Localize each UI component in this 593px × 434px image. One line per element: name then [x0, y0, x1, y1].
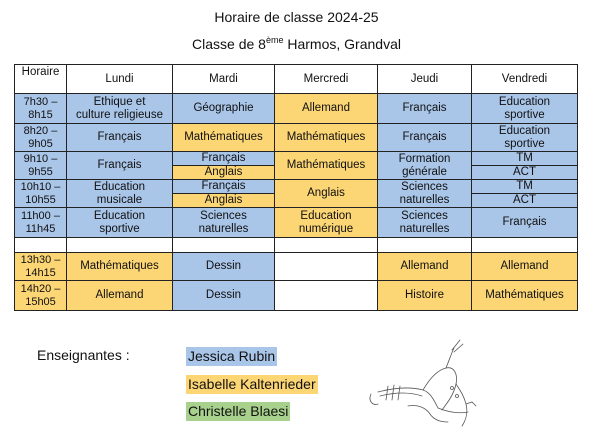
empty-cell — [472, 238, 578, 253]
time-line: 11h00 – — [21, 209, 60, 222]
lesson-cell: Anglais — [173, 194, 275, 208]
lesson-cell — [275, 208, 378, 238]
lesson-cell: TM — [472, 152, 578, 166]
lesson-line: sportive — [504, 108, 545, 121]
lesson-line: Education — [93, 180, 146, 193]
lesson-cell — [472, 124, 578, 152]
lesson-cell: Mathématiques — [173, 124, 275, 152]
lesson-cell: Allemand — [67, 281, 173, 311]
lesson-line: générale — [402, 165, 447, 178]
lesson-line: Formation — [398, 152, 451, 165]
column-header-jeudi: Jeudi — [378, 65, 472, 94]
empty-cell — [15, 238, 67, 253]
lesson-cell: Mathématiques — [472, 281, 578, 311]
lesson-line: Sciences — [401, 209, 448, 222]
teacher-legend-green: Christelle Blaesi — [188, 403, 289, 419]
lesson-cell: Français — [67, 152, 173, 180]
column-header-lundi: Lundi — [67, 65, 173, 94]
table-row — [15, 152, 578, 166]
lesson-cell: Anglais — [173, 166, 275, 180]
time-cell — [15, 281, 67, 311]
table-row — [15, 124, 578, 152]
teacher-legend-yellow: Isabelle Kaltenrieder — [188, 376, 316, 392]
empty-cell — [275, 238, 378, 253]
column-header-mardi: Mardi — [173, 65, 275, 94]
lesson-cell: Français — [67, 124, 173, 152]
lesson-cell: Allemand — [275, 94, 378, 124]
time-cell — [15, 180, 67, 208]
lesson-line: Ethique et — [93, 95, 146, 108]
lesson-line: sportive — [99, 222, 140, 235]
lesson-cell — [378, 152, 472, 180]
lesson-cell — [472, 94, 578, 124]
lesson-cell: Dessin — [173, 253, 275, 281]
table-row — [15, 253, 578, 281]
time-line: 15h05 — [25, 295, 56, 308]
lesson-cell: Français — [472, 208, 578, 238]
table-row — [15, 180, 578, 194]
lesson-cell: ACT — [472, 166, 578, 180]
time-cell — [15, 124, 67, 152]
lesson-cell — [67, 208, 173, 238]
lesson-line: Education — [300, 209, 352, 222]
lesson-cell: Dessin — [173, 281, 275, 311]
teacher-legend-blue: Jessica Rubin — [188, 348, 276, 364]
lesson-line: naturelles — [198, 222, 249, 235]
lesson-cell — [67, 94, 173, 124]
time-cell — [15, 253, 67, 281]
legend-label: Enseignantes : — [37, 347, 130, 363]
lesson-cell: Français — [378, 124, 472, 152]
table-row — [15, 208, 578, 238]
empty-cell — [173, 238, 275, 253]
lesson-cell: ACT — [472, 194, 578, 208]
lesson-line: numérique — [298, 222, 354, 235]
time-line: 10h55 — [25, 193, 56, 206]
header-row — [15, 65, 578, 94]
lunch-gap-row — [15, 238, 578, 253]
lesson-cell: Mathématiques — [67, 253, 173, 281]
lesson-line: naturelles — [399, 222, 450, 235]
lesson-line: Sciences — [200, 209, 247, 222]
lesson-cell: Allemand — [472, 253, 578, 281]
time-line: 11h45 — [25, 222, 56, 235]
lesson-line: naturelles — [399, 193, 450, 206]
page-title: Horaire de classe 2024-25 — [214, 9, 379, 25]
lesson-cell: Histoire — [378, 281, 472, 311]
lesson-cell — [378, 180, 472, 208]
lesson-cell: Français — [173, 152, 275, 166]
time-line: 7h30 – — [23, 95, 58, 108]
time-line: 9h05 — [28, 137, 53, 150]
hand-drawing-illustration — [368, 330, 498, 430]
time-cell — [15, 208, 67, 238]
lesson-line: Education — [498, 124, 551, 137]
lesson-cell: Géographie — [173, 94, 275, 124]
lesson-cell: Mathématiques — [275, 124, 378, 152]
empty-cell — [67, 238, 173, 253]
time-line: 13h30 – — [20, 253, 61, 266]
lesson-line: musicale — [96, 193, 143, 206]
empty-cell — [378, 238, 472, 253]
time-line: 9h55 — [28, 165, 53, 178]
subtitle-text: Classe de 8 — [192, 36, 266, 52]
lesson-cell — [378, 208, 472, 238]
page-subtitle — [0, 35, 593, 52]
lesson-line: Education — [498, 95, 551, 108]
lesson-line: Education — [93, 209, 146, 222]
lesson-cell: Allemand — [378, 253, 472, 281]
lesson-cell: Anglais — [275, 180, 378, 208]
table-row — [15, 94, 578, 124]
time-cell — [15, 94, 67, 124]
lesson-cell: Français — [378, 94, 472, 124]
lesson-cell: Français — [173, 180, 275, 194]
table-row — [15, 281, 578, 311]
lesson-cell — [173, 208, 275, 238]
subtitle-text-end: Harmos, Grandval — [283, 36, 401, 52]
time-cell — [15, 152, 67, 180]
lesson-line: sportive — [504, 137, 545, 150]
time-line: 10h10 – — [20, 180, 61, 193]
lesson-cell: TM — [472, 180, 578, 194]
lesson-line: Sciences — [401, 180, 448, 193]
time-line: 8h20 – — [23, 124, 58, 137]
empty-cell — [275, 253, 378, 281]
time-line: 14h20 – — [20, 282, 61, 295]
time-line: 9h10 – — [23, 152, 58, 165]
column-header-mercredi: Mercredi — [275, 65, 378, 94]
schedule-table — [14, 64, 578, 311]
empty-cell — [275, 281, 378, 311]
time-line: 14h15 — [25, 266, 56, 279]
lesson-cell: Mathématiques — [275, 152, 378, 180]
column-header-horaire: Horaire — [15, 65, 67, 94]
column-header-vendredi: Vendredi — [472, 65, 578, 94]
lesson-line: culture religieuse — [76, 108, 163, 121]
lesson-cell — [67, 180, 173, 208]
subtitle-superscript: ème — [265, 35, 284, 45]
time-line: 8h15 — [28, 108, 53, 121]
